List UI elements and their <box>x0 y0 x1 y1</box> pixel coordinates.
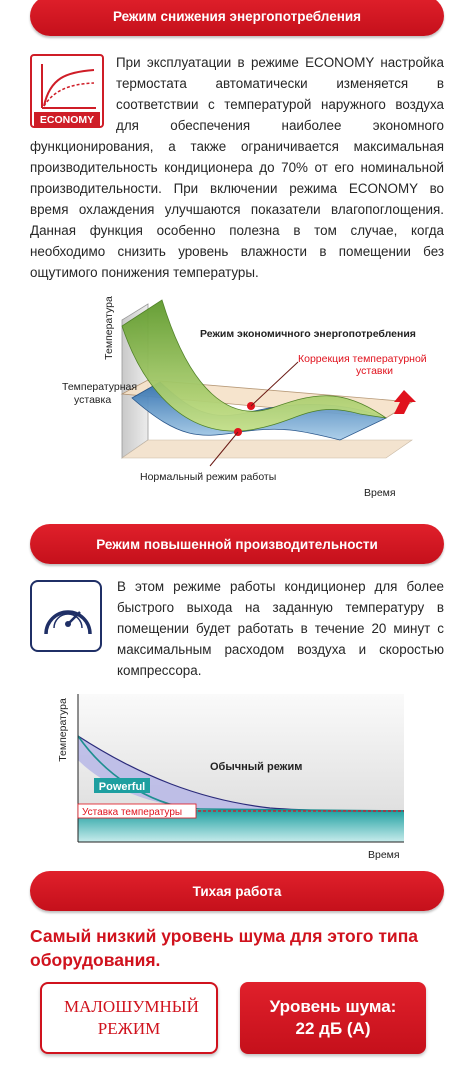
low-noise-mode-badge <box>40 982 218 1054</box>
diagram-floor <box>122 440 412 458</box>
powerful-banner-title: Режим повышенной производительности <box>96 536 378 552</box>
noise-level-value: 22 дБ (А) <box>295 1019 371 1038</box>
powerful-description-text: В этом режиме работы кондиционер для более быстрого выхода на заданную температуру в помещении будет работать в течение 20 минут с максимальным расходом воздуха и скоростью компрессора. <box>117 579 444 678</box>
economy-diagram <box>40 290 460 500</box>
speedometer-icon <box>32 582 104 654</box>
chart-x-label: Время <box>368 849 400 861</box>
low-noise-mode-label: МАЛОШУМНЫЙ РЕЖИМ <box>64 997 199 1038</box>
economy-icon-label: ECONOMY <box>39 114 95 126</box>
economy-banner <box>30 0 444 36</box>
chart-setpoint-label: Уставка температуры <box>82 807 183 818</box>
powerful-icon <box>30 580 102 652</box>
diagram-y-label: Температура <box>103 296 115 360</box>
quiet-heading: Самый низкий уровень шума для этого типа оборудования. <box>30 926 418 970</box>
powerful-description <box>117 576 444 681</box>
noise-level-title: Уровень шума: <box>269 997 397 1016</box>
diagram-setpoint-label: Температурная уставка <box>62 381 138 406</box>
economy-banner-title: Режим снижения энергопотребления <box>112 8 362 24</box>
correction-arrow-icon <box>394 390 416 414</box>
powerful-chart <box>50 690 430 870</box>
economy-description-text: При эксплуатации в режиме ECONOMY настройка термостата автоматически изменяется в соответствии с температурой наружного воздуха для обеспечения наиболее экономного функционирования, а также ограничивается максимальная производительность кондиционера до 70% от его номинальной производительности. При включении режима ECONOMY во время охлаждения улучшаются показатели влагопоглощения. Данная функция особенно полезна в том случае, когда необходимо снизить уровень влажности в помещении без ощутимого понижения температуры. <box>30 55 444 280</box>
diagram-economy-label: Режим экономичного энергопотребления <box>200 328 416 340</box>
chart-powerful-label: Powerful <box>98 781 146 793</box>
quiet-banner-title: Тихая работа <box>192 883 282 899</box>
diagram-x-label: Время <box>364 487 396 499</box>
economy-description <box>30 52 444 283</box>
quiet-banner <box>30 871 444 911</box>
chart-y-label: Температура <box>57 698 69 762</box>
powerful-banner <box>30 524 444 564</box>
noise-level-badge <box>240 982 426 1054</box>
diagram-normal-label: Нормальный режим работы <box>140 471 277 483</box>
diagram-correction-label: Коррекция температурной уставки <box>298 353 427 377</box>
chart-normal-label: Обычный режим <box>210 761 303 773</box>
